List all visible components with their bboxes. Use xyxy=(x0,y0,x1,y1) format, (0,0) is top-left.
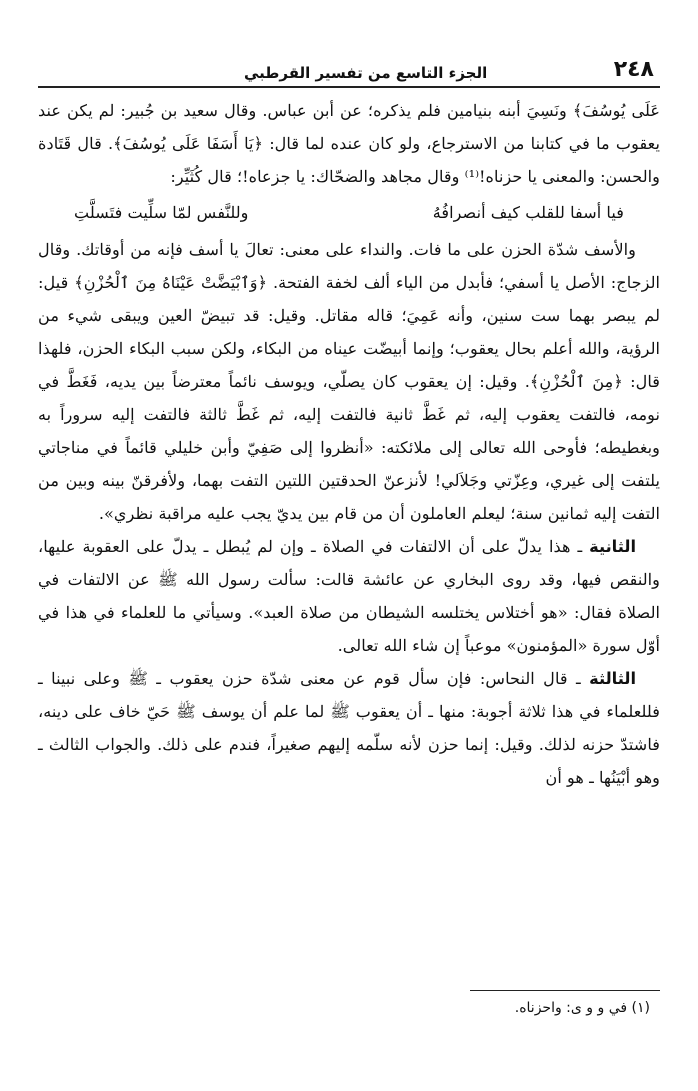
document-page xyxy=(38,50,660,1060)
paragraph-4 xyxy=(38,662,660,794)
page-number: ٢٤٨ xyxy=(613,57,654,82)
paragraph-3-text: ـ هذا يدلّ على أن الالتفات في الصلاة ـ وإن لم يُبطل ـ يدلّ على العقوبة عليها، والنقص فيها، وقد روى البخاري عن عائشة قالت: سألت رسول الله ﷺ عن الالتفات في الصلاة فقال: «هو أختلاس يختلسه الشيطان من صلاة العبد». وسيأتي ما للعلماء في هذا في أوّل سورة «المؤمنون» موعباً إن شاء الله تعالى. xyxy=(38,537,660,655)
section-heading-third: الثالثة xyxy=(589,669,636,688)
verse-first-hemistich: فيا أسفا للقلب كيف أنصرافُهُ xyxy=(432,203,624,222)
paragraph-1: عَلَى يُوسُفَ﴾ ونَسِيَ أبنه بنيامين فلم يذكره؛ عن أبن عباس. وقال سعيد بن جُبير: لم يكن عند يعقوب ما في كتابنا من الاسترجاع، ولو كان عنده لما قال: ﴿يَا أَسَفَا عَلَى يُوسُفَ﴾. قال قَتَادة والحسن: والمعنى يا حزناه!⁽¹⁾ وقال مجاهد والضحّاك: يا جزعاه!؛ قال كُثَيِّر: xyxy=(38,101,660,186)
page-header xyxy=(38,50,660,88)
paragraph-4-text: ـ قال النحاس: فإن سأل قوم عن معنى شدّة حزن يعقوب ـ ﷺ وعلى نبينا ـ فللعلماء في هذا ثلاثة أجوبة: منها ـ أن يعقوب ﷺ لما علم أن يوسف ﷺ حَيّ خاف على دينه، فاشتدّ حزنه لذلك. وقيل: إنما حزن لأنه سلّمه إليهم صغيراً، فندم على ذلك. والجواب الثالث ـ وهو أبْيَنُها ـ هو أن xyxy=(38,669,660,787)
footnote: (١) في و و ى: واحزناه. xyxy=(514,1000,650,1016)
body-text xyxy=(38,94,660,794)
running-title: الجزء التاسع من تفسير القرطبي xyxy=(244,64,488,82)
section-heading-second: الثانية xyxy=(589,537,636,556)
paragraph-3 xyxy=(38,530,660,662)
verse-second-hemistich: وللنَّفس لمّا سلِّيت فتَسلَّتِ xyxy=(74,203,249,222)
paragraph-2: والأسف شدّة الحزن على ما فات. والنداء على معنى: تعالَ يا أسف فإنه من أوقاتك. وقال الزجاج: الأصل يا أسفي؛ فأبدل من الياء ألف لخفة الفتحة. ﴿وَٱبْيَضَّتْ عَيْنَاهُ مِنَ ٱلْحُزْنِ﴾ قيل: لم يبصر بهما ست سنين، وأنه عَمِيَ؛ قاله مقاتل. وقيل: قد تبيضّ العين ويبقى شيء من الرؤية، والله أعلم بحال يعقوب؛ وإنما أبيضّت عيناه من البكاء، ولكن سبب البكاء الحزن، فلهذا قال: ﴿مِنَ ٱلْحُزْنِ﴾. وقيل: إن يعقوب كان يصلّي، ويوسف نائماً معترضاً بين يديه، فَغَطَّ في نومه، فالتفت يعقوب إليه، ثم غَطَّ ثانية فالتفت إليه، ثم غَطَّ ثالثة فالتفت إليه سروراً به وبغطيطه؛ فأوحى الله تعالى إلى ملائكته: «أنظروا إلى صَفِيّ وأبن خليلي قائماً في مناجاتي يلتفت إلى غيري، وعِزّتي وجَلاَلي! لأنزعنّ الحدقتين اللتين التفت بهما، ولأفرقنّ بينه وبين من التفت إليه ثمانين سنة؛ ليعلم العاملون أن من قام بين يديّ يجب عليه مراقبة نظري». xyxy=(38,240,660,523)
footnote-divider xyxy=(470,990,660,991)
poetry-verse xyxy=(38,193,660,233)
